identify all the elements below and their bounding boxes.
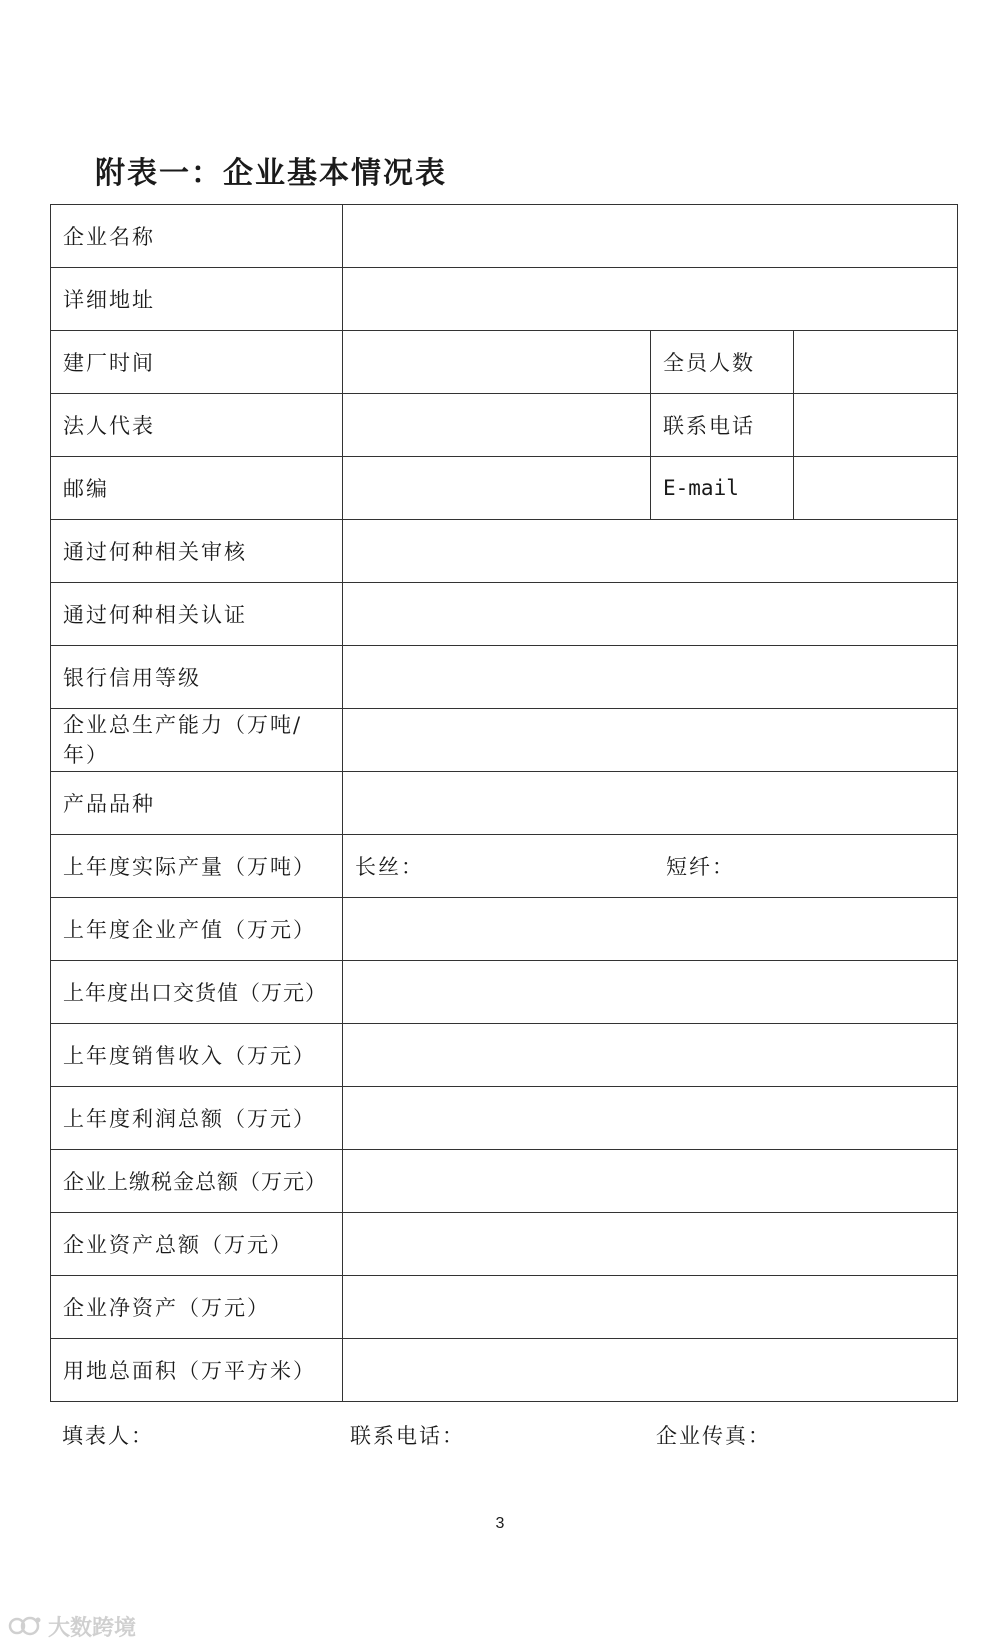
table-row: [51, 520, 958, 583]
export-value-field[interactable]: [343, 961, 958, 1024]
credit-rating-field[interactable]: [343, 646, 958, 709]
email-field[interactable]: [794, 457, 958, 520]
table-row: [51, 898, 958, 961]
form-footer: [0, 1420, 1000, 1460]
watermark: [8, 1613, 136, 1639]
table-row: [51, 1339, 958, 1402]
total-assets-field[interactable]: [343, 1213, 958, 1276]
credit-rating-label: 银行信用等级: [51, 646, 343, 709]
contact-phone-field[interactable]: [794, 394, 958, 457]
table-row: [51, 268, 958, 331]
postcode-label: 邮编: [51, 457, 343, 520]
certification-label: 通过何种相关认证: [51, 583, 343, 646]
founded-field[interactable]: [343, 331, 651, 394]
company-name-field[interactable]: [343, 205, 958, 268]
last-year-output-label: 上年度实际产量（万吨）: [51, 835, 343, 898]
table-row: [51, 1024, 958, 1087]
postcode-field[interactable]: [343, 457, 651, 520]
filler-label: 填表人：: [62, 1424, 154, 1448]
watermark-logo-icon: [8, 1613, 42, 1639]
table-row: [51, 331, 958, 394]
table-row: [51, 835, 958, 898]
table-row: [51, 961, 958, 1024]
table-row: [51, 646, 958, 709]
capacity-label: 企业总生产能力（万吨/年）: [51, 709, 343, 772]
table-row: [51, 457, 958, 520]
table-row: [51, 205, 958, 268]
products-field[interactable]: [343, 772, 958, 835]
tax-paid-field[interactable]: [343, 1150, 958, 1213]
watermark-text: 大数跨境: [48, 1615, 137, 1641]
company-info-table: [50, 204, 958, 1402]
certification-field[interactable]: [343, 583, 958, 646]
fax-label: 企业传真：: [656, 1424, 771, 1448]
table-row: [51, 1150, 958, 1213]
table-row: [51, 394, 958, 457]
table-row: [51, 1276, 958, 1339]
page-number: 3: [495, 1515, 505, 1532]
footer-phone-label: 联系电话：: [350, 1424, 465, 1448]
table-row: [51, 583, 958, 646]
total-assets-label: 企业资产总额（万元）: [51, 1213, 343, 1276]
tax-paid-label: 企业上缴税金总额（万元）: [51, 1150, 343, 1213]
email-label: E-mail: [651, 457, 794, 520]
sales-revenue-field[interactable]: [343, 1024, 958, 1087]
audit-label: 通过何种相关审核: [51, 520, 343, 583]
company-name-label: 企业名称: [51, 205, 343, 268]
total-profit-field[interactable]: [343, 1087, 958, 1150]
legal-rep-label: 法人代表: [51, 394, 343, 457]
net-assets-label: 企业净资产（万元）: [51, 1276, 343, 1339]
staff-count-field[interactable]: [794, 331, 958, 394]
form-title: 附表一：企业基本情况表: [95, 156, 447, 191]
table-row: [51, 772, 958, 835]
audit-field[interactable]: [343, 520, 958, 583]
land-area-label: 用地总面积（万平方米）: [51, 1339, 343, 1402]
last-year-output-field[interactable]: [343, 835, 958, 898]
table-row: [51, 1213, 958, 1276]
output-value-field[interactable]: [343, 898, 958, 961]
products-label: 产品品种: [51, 772, 343, 835]
contact-phone-label: 联系电话: [651, 394, 794, 457]
net-assets-field[interactable]: [343, 1276, 958, 1339]
legal-rep-field[interactable]: [343, 394, 651, 457]
filament-label: 长丝：: [355, 855, 424, 879]
export-value-label: 上年度出口交货值（万元）: [51, 961, 343, 1024]
capacity-field[interactable]: [343, 709, 958, 772]
table-row: [51, 1087, 958, 1150]
staple-label: 短纤：: [666, 855, 736, 879]
founded-label: 建厂时间: [51, 331, 343, 394]
address-field[interactable]: [343, 268, 958, 331]
output-value-label: 上年度企业产值（万元）: [51, 898, 343, 961]
total-profit-label: 上年度利润总额（万元）: [51, 1087, 343, 1150]
address-label: 详细地址: [51, 268, 343, 331]
staff-count-label: 全员人数: [651, 331, 794, 394]
sales-revenue-label: 上年度销售收入（万元）: [51, 1024, 343, 1087]
land-area-field[interactable]: [343, 1339, 958, 1402]
table-row: [51, 709, 958, 772]
